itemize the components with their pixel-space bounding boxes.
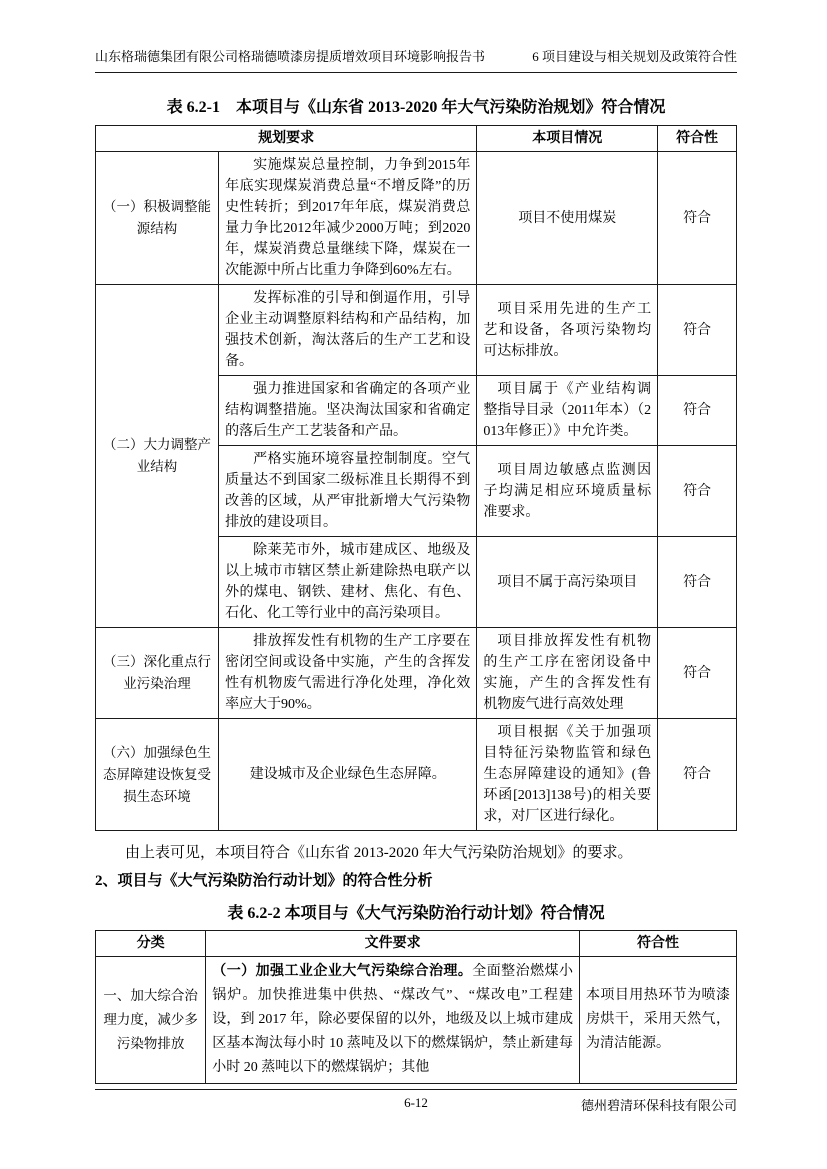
requirement-text: 全面整治燃煤小锅炉。加快推进集中供热、“煤改气”、“煤改电”工程建设，到 2017 年，除必要保留的以外，地级及以上城市建成区基本淘汰每小时 10 蒸吨及以下的燃煤锅炉，禁止新建每小时 20 蒸吨以下的燃煤锅炉；其他: [212, 964, 573, 1075]
category-cell: 一、加大综合治理力度，减少多污染物排放: [96, 957, 206, 1084]
project-cell: 项目采用先进的生产工艺和设备，各项污染物均可达标排放。: [477, 285, 658, 376]
category-cell: （二）大力调整产业结构: [96, 285, 219, 628]
table-row: [96, 719, 737, 831]
table-row: [96, 957, 737, 1084]
table2-header-compliance: 符合性: [579, 931, 736, 957]
requirement-cell: 发挥标准的引导和倒逼作用，引导企业主动调整原料结构和产品结构，加强技术创新，淘汰落后的生产工艺和设备。: [219, 285, 477, 376]
conclusion-paragraph: 由上表可见，本项目符合《山东省 2013-2020 年大气污染防治规划》的要求。: [125, 845, 633, 861]
requirement-bold-lead: （一）加强工业企业大气污染综合治理。: [212, 964, 473, 979]
compliance-cell: 符合: [658, 376, 737, 446]
table-row: [96, 152, 737, 285]
page-footer: [95, 1089, 737, 1114]
compliance-cell: 符合: [658, 285, 737, 376]
requirement-cell: 严格实施环境容量控制制度。空气质量达不到国家二级标准且长期得不到改善的区域，从严审批新增大气污染物排放的建设项目。: [219, 446, 477, 537]
table2-title: 表 6.2-2 本项目与《大气污染防治行动计划》符合情况: [227, 905, 605, 922]
compliance-cell: 符合: [658, 446, 737, 537]
table1-header-compliance: 符合性: [658, 126, 737, 152]
page-content: [95, 86, 737, 1084]
compliance-cell: 符合: [658, 719, 737, 831]
project-cell: 项目属于《产业结构调整指导目录（2011年本）（2013年修正）》中允许类。: [477, 376, 658, 446]
project-cell: 项目根据《关于加强项目特征污染物监管和绿色生态屏障建设的通知》(鲁环函[2013]138号)的相关要求，对厂区进行绿化。: [477, 719, 658, 831]
section-2-heading: 2、项目与《大气污染防治行动计划》的符合性分析: [95, 873, 433, 889]
table1-header-project: 本项目情况: [477, 126, 658, 152]
category-cell: （三）深化重点行业污染治理: [96, 628, 219, 719]
footer-company-name: 德州碧清环保科技有限公司: [580, 1098, 737, 1113]
category-cell: （一）积极调整能源结构: [96, 152, 219, 285]
table-row: [96, 285, 737, 376]
requirement-cell: 实施煤炭总量控制，力争到2015年年底实现煤炭消费总量“不增反降”的历史性转折；到2017年年底，煤炭消费总量力争比2012年减少2000万吨；到2020年，煤炭消费总量继续下降，煤炭在一次能源中所占比重力争降到60%左右。: [219, 152, 477, 285]
requirement-cell: 排放挥发性有机物的生产工序要在密闭空间或设备中实施，产生的含挥发性有机物废气需进行净化处理，净化效率应大于90%。: [219, 628, 477, 719]
compliance-cell: 符合: [658, 537, 737, 628]
compliance-note-cell: 本项目用热环节为喷漆房烘干，采用天然气，为清洁能源。: [579, 957, 736, 1084]
header-chapter-title: 6 项目建设与相关规划及政策符合性: [532, 49, 737, 64]
requirement-cell: 强力推进国家和省确定的各项产业结构调整措施。坚决淘汰国家和省确定的落后生产工艺装备和产品。: [219, 376, 477, 446]
table1-header-requirement: 规划要求: [96, 126, 477, 152]
table2-header-category: 分类: [96, 931, 206, 957]
table-row: [96, 628, 737, 719]
category-cell: （六）加强绿色生态屏障建设恢复受损生态环境: [96, 719, 219, 831]
compliance-table-1: [95, 125, 737, 831]
table2-header-row: [96, 931, 737, 957]
project-cell: 项目周边敏感点监测因子均满足相应环境质量标准要求。: [477, 446, 658, 537]
project-cell: 项目不使用煤炭: [477, 152, 658, 285]
requirement-cell: 除莱芜市外，城市建成区、地级及以上城市市辖区禁止新建除热电联产以外的煤电、钢铁、建材、焦化、有色、石化、化工等行业中的高污染项目。: [219, 537, 477, 628]
table2-header-requirement: 文件要求: [206, 931, 580, 957]
compliance-table-2: [95, 930, 737, 1084]
table1-title: 表 6.2-1 本项目与《山东省 2013-2020 年大气污染防治规划》符合情况: [166, 99, 666, 116]
compliance-cell: 符合: [658, 628, 737, 719]
page-number: 6-12: [404, 1095, 428, 1110]
compliance-cell: 符合: [658, 152, 737, 285]
page-header: [95, 48, 737, 73]
table1-header-row: [96, 126, 737, 152]
requirement-cell: 建设城市及企业绿色生态屏障。: [219, 719, 477, 831]
project-cell: 项目排放挥发性有机物的生产工序在密闭设备中实施，产生的含挥发性有机物废气进行高效处理: [477, 628, 658, 719]
project-cell: 项目不属于高污染项目: [477, 537, 658, 628]
header-report-title: 山东格瑞德集团有限公司格瑞德喷漆房提质增效项目环境影响报告书: [95, 49, 486, 64]
requirement-cell: [206, 957, 580, 1084]
